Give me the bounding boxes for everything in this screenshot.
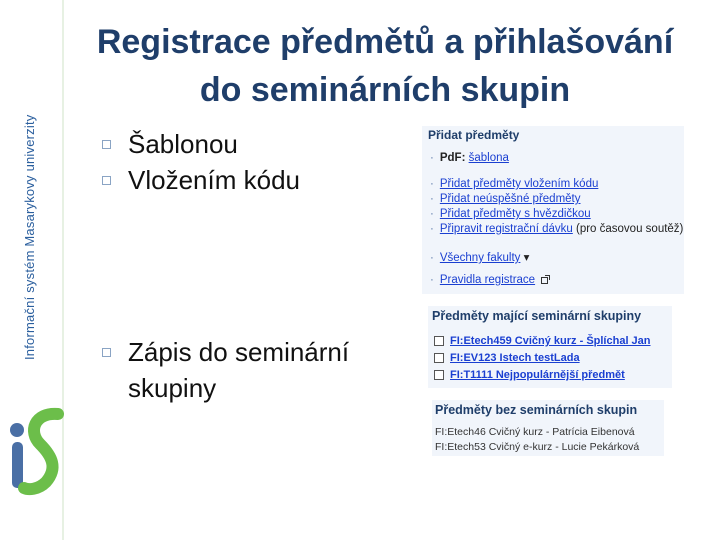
prepare-batch-row <box>430 223 683 235</box>
seminar-course-row <box>434 335 651 347</box>
panel-header: Předměty mající seminární skupiny <box>432 309 642 323</box>
no-seminar-course-item: FI:Etech46 Cvičný kurz - Patrícia Eibenová <box>435 426 635 438</box>
course-checkbox[interactable] <box>434 353 444 363</box>
bullet-dot-icon: · <box>430 274 434 286</box>
rules-row <box>430 274 550 286</box>
bullet-text: Zápis do seminární skupiny <box>128 337 350 403</box>
add-unsuccessful-link[interactable]: Přidat neúspěšné předměty <box>439 193 581 205</box>
bullet-square-icon <box>102 140 111 149</box>
is-logo-icon <box>6 402 68 502</box>
bullet-item <box>98 162 398 198</box>
add-courses-panel <box>422 126 684 294</box>
add-unsuccessful-row <box>430 193 580 205</box>
add-by-code-link[interactable]: Přidat předměty vložením kódu <box>439 178 599 190</box>
course-checkbox[interactable] <box>434 370 444 380</box>
bullet-dot-icon: · <box>430 178 434 190</box>
seminar-course-link[interactable]: FI:EV123 Istech testLada <box>450 352 580 364</box>
all-faculties-link[interactable]: Všechny fakulty <box>439 252 521 264</box>
bullet-item <box>98 126 398 162</box>
bullet-dot-icon: · <box>430 152 434 164</box>
seminar-course-link[interactable]: FI:T1111 Nejpopulárnější předmět <box>450 369 625 381</box>
bullet-list-bottom <box>98 334 398 406</box>
all-faculties-row <box>430 250 529 264</box>
bullet-dot-icon: · <box>430 252 434 264</box>
seminar-course-link[interactable]: FI:Etech459 Cvičný kurz - Šplíchal Jan <box>450 335 651 347</box>
no-seminar-courses-panel <box>432 400 664 456</box>
bullet-dot-icon: · <box>430 223 434 235</box>
course-checkbox[interactable] <box>434 336 444 346</box>
chevron-down-icon[interactable]: ▾ <box>523 252 530 264</box>
bullet-dot-icon: · <box>430 193 434 205</box>
seminar-course-row <box>434 352 580 364</box>
bullet-list-top <box>98 126 398 198</box>
bullet-square-icon <box>102 348 111 357</box>
prepare-batch-link[interactable]: Připravit registrační dávku <box>439 223 573 235</box>
batch-suffix: (pro časovou soutěž) <box>576 223 684 235</box>
bullet-text: Šablonou <box>128 129 238 159</box>
template-row <box>430 152 509 164</box>
slide-title-line-1: Registrace předmětů a přihlašování <box>96 23 674 61</box>
bullet-text: Vložením kódu <box>128 165 300 195</box>
template-link[interactable]: šablona <box>468 152 509 164</box>
sidebar-vertical-text: Informační systém Masarykovy univerzity <box>22 114 37 360</box>
slide-title <box>70 18 700 114</box>
bullet-item <box>98 334 398 406</box>
add-starred-row <box>430 208 591 220</box>
seminar-course-row <box>434 369 625 381</box>
slide-title-line-2: do seminárních skupin <box>199 71 571 109</box>
faculty-label: PdF: <box>439 152 466 164</box>
registration-rules-link[interactable]: Pravidla registrace <box>439 274 536 286</box>
bullet-dot-icon: · <box>430 208 434 220</box>
panel-header: Přidat předměty <box>428 128 520 142</box>
seminar-courses-panel <box>428 306 672 388</box>
panel-header: Předměty bez seminárních skupin <box>435 403 638 417</box>
add-starred-link[interactable]: Přidat předměty s hvězdičkou <box>439 208 591 220</box>
bullet-square-icon <box>102 176 111 185</box>
add-by-code-row <box>430 178 598 190</box>
external-link-icon <box>541 275 550 284</box>
no-seminar-course-item: FI:Etech53 Cvičný e-kurz - Lucie Pekárková <box>435 441 640 453</box>
